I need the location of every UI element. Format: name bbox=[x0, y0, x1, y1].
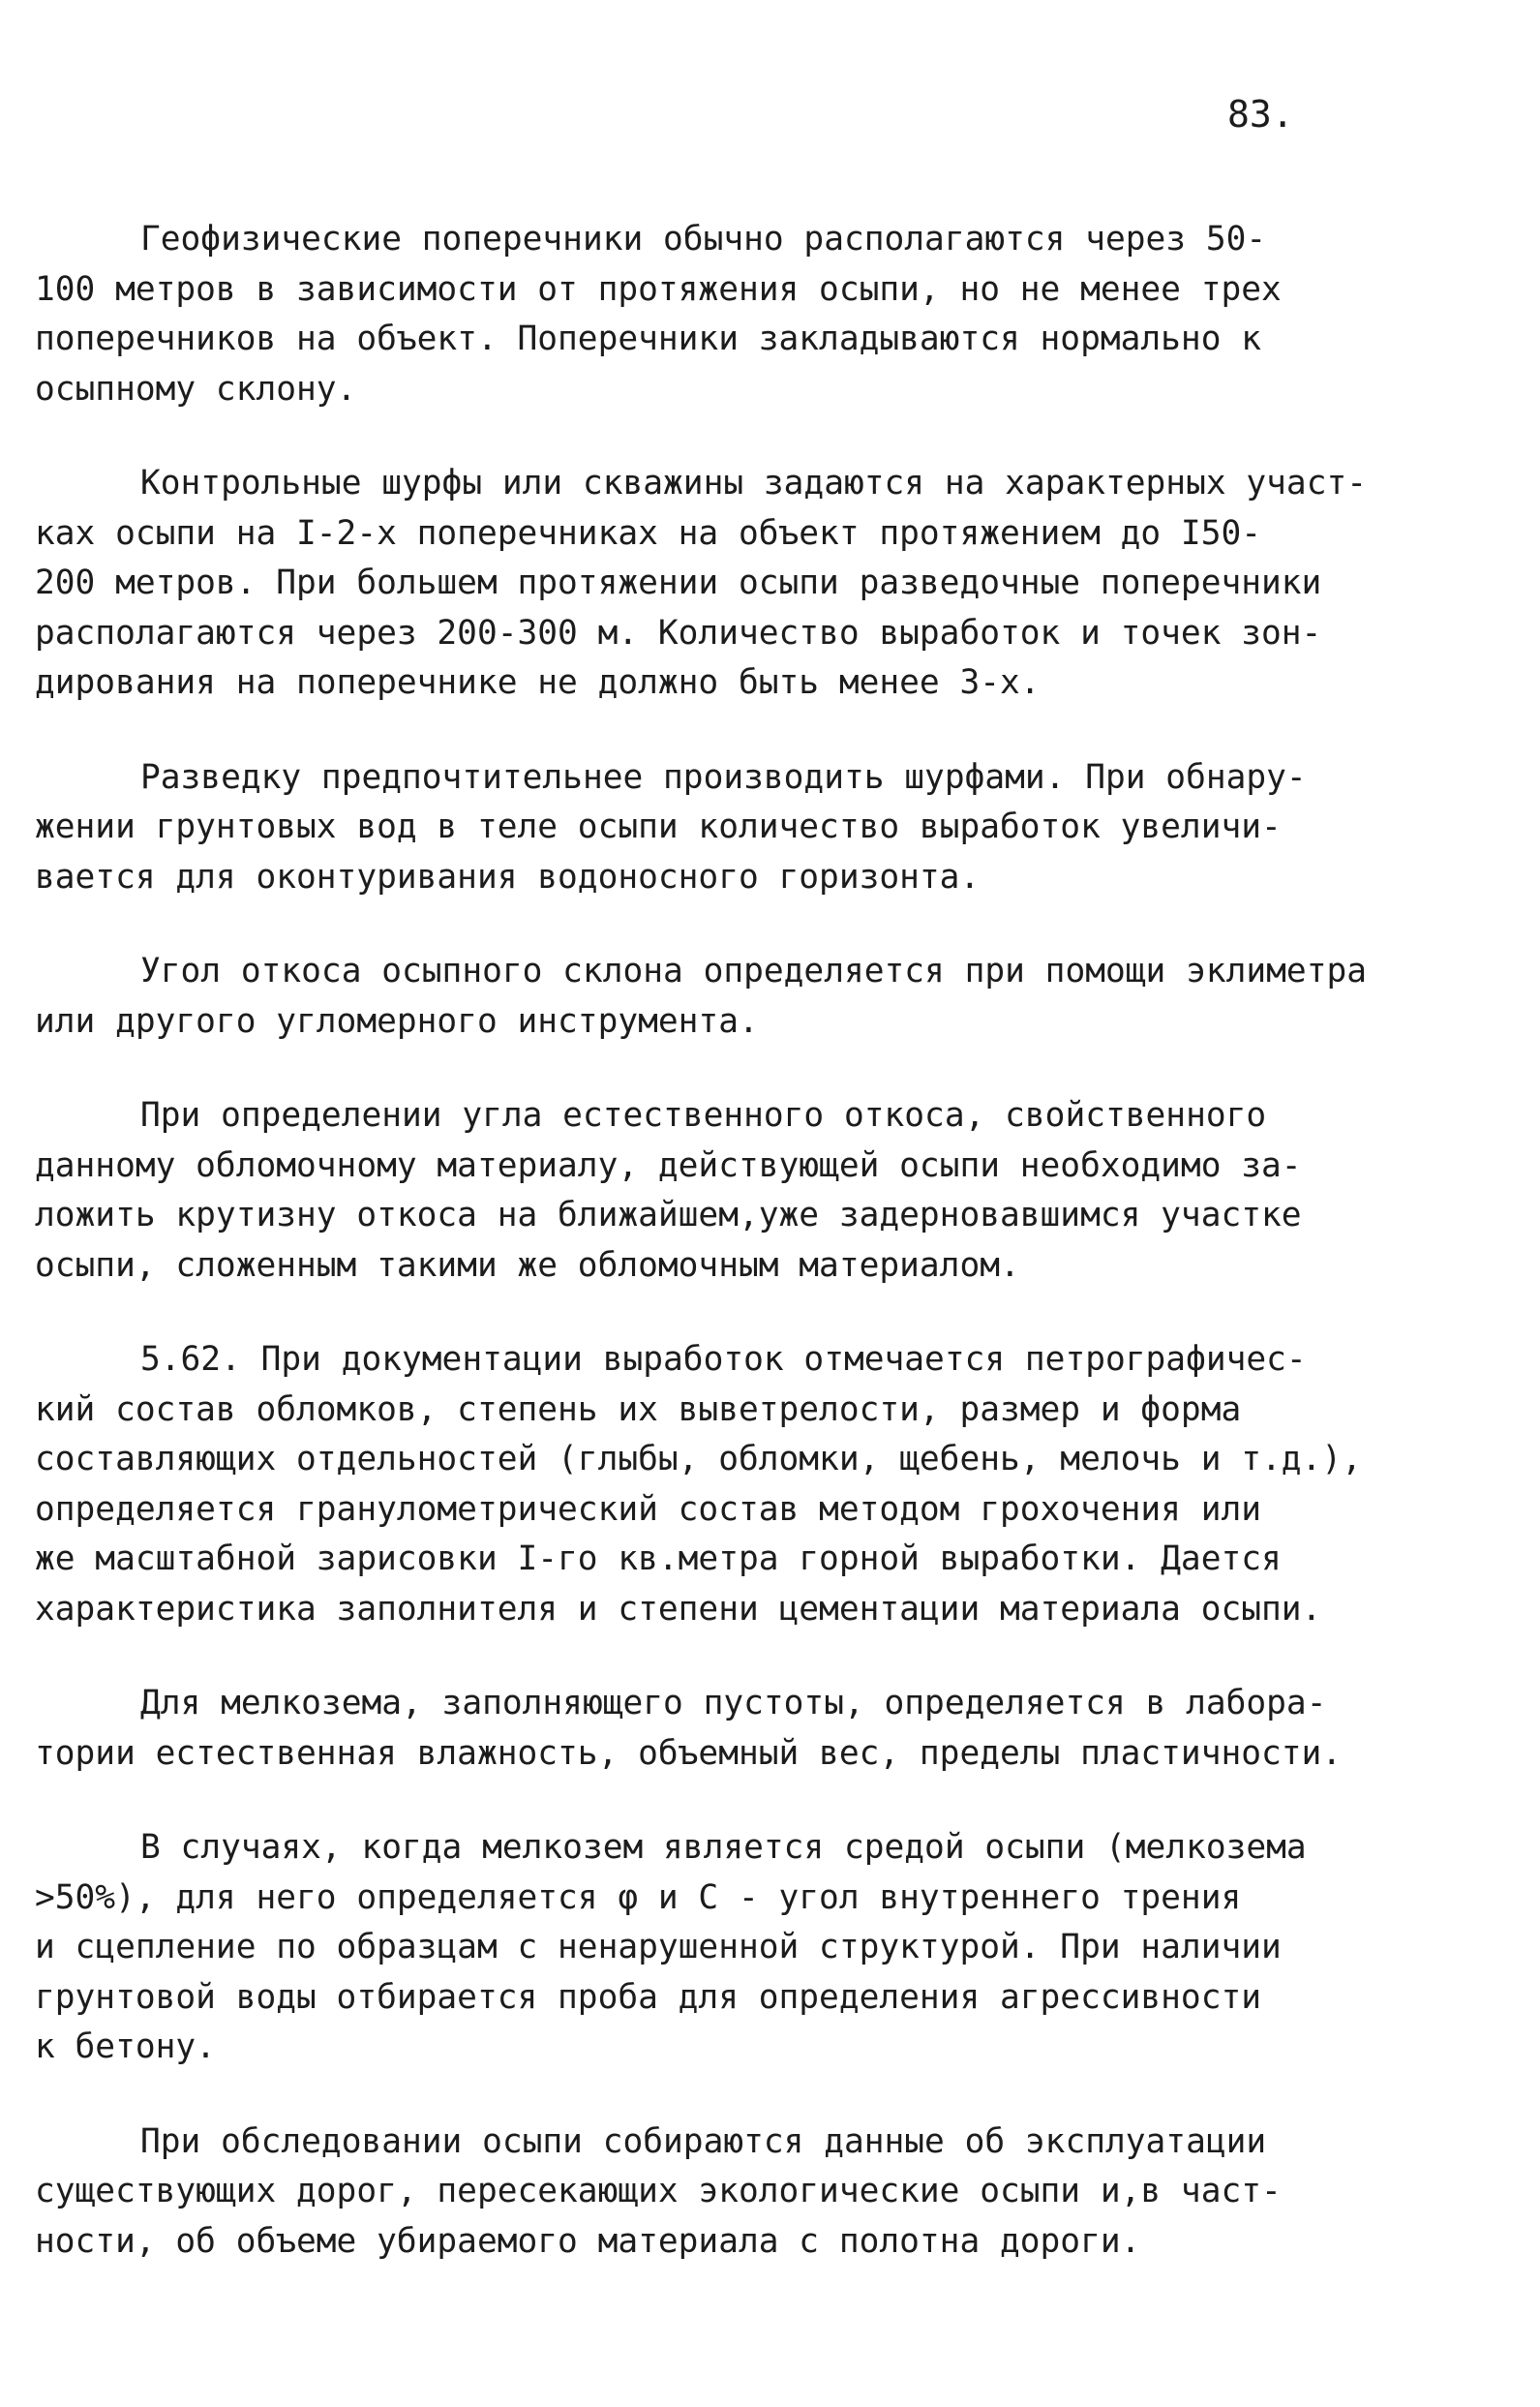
text-line: В случаях, когда мелкозем является средой осыпи (мелкозема bbox=[140, 1828, 1307, 1867]
text-line: существующих дорог, пересекающих экологические осыпи и,в част- bbox=[35, 2172, 1282, 2210]
page-number: 83. bbox=[1227, 93, 1294, 136]
paragraph-geophysical-cross-sections bbox=[35, 215, 1429, 414]
text-line: 100 метров в зависимости от протяжения осыпи, но не менее трех bbox=[35, 269, 1282, 309]
paragraph-5-62-documentation bbox=[35, 1335, 1429, 1634]
text-line: ках осыпи на I-2-х поперечниках на объект протяжением до I50- bbox=[35, 513, 1262, 553]
paragraph-natural-slope bbox=[35, 1091, 1429, 1291]
text-line: вается для оконтуривания водоносного горизонта. bbox=[35, 857, 981, 897]
text-line: Для мелкозема, заполняющего пустоты, определяется в лабора- bbox=[140, 1684, 1327, 1722]
text-line: поперечников на объект. Поперечники закладываются нормально к bbox=[35, 320, 1262, 358]
text-line: ности, об объеме убираемого материала с полотна дороги. bbox=[35, 2221, 1141, 2261]
text-line: Разведку предпочтительнее производить шурфами. При обнару- bbox=[140, 757, 1307, 797]
paragraph-fine-soil-lab bbox=[35, 1679, 1429, 1779]
text-line: и сцепление по образцам с ненарушенной структурой. При наличии bbox=[35, 1928, 1282, 1966]
text-line: тории естественная влажность, объемный вес, пределы пластичности. bbox=[35, 1733, 1343, 1773]
text-line: Геофизические поперечники обычно располагаются через 50- bbox=[140, 220, 1267, 259]
text-line: ложить крутизну откоса на ближайшем,уже задерновавшимся участке bbox=[35, 1196, 1302, 1234]
text-line: Контрольные шурфы или скважины задаются на характерных участ- bbox=[140, 464, 1368, 503]
text-line: кий состав обломков, степень их выветрелости, размер и форма bbox=[35, 1389, 1242, 1429]
text-line: осыпи, сложенным такими же обломочным материалом. bbox=[35, 1245, 1020, 1285]
text-line: характеристика заполнителя и степени цементации материала осыпи. bbox=[35, 1589, 1322, 1629]
text-line: располагаются через 200-300 м. Количество выработок и точек зон- bbox=[35, 613, 1322, 653]
document-body bbox=[35, 215, 1429, 2311]
paragraph-control-pits bbox=[35, 459, 1429, 709]
text-line: 200 метров. При большем протяжении осыпи разведочные поперечники bbox=[35, 564, 1322, 602]
text-line: к бетону. bbox=[35, 2027, 216, 2066]
text-line: дирования на поперечнике не должно быть менее 3-х. bbox=[35, 663, 1041, 702]
text-line: При определении угла естественного откоса, свойственного bbox=[140, 1096, 1267, 1135]
text-line: же масштабной зарисовки I-го кв.метра горной выработки. Дается bbox=[35, 1539, 1282, 1578]
text-line: >50%), для него определяется φ и С - угол внутреннего трения bbox=[35, 1877, 1242, 1917]
text-line: грунтовой воды отбирается проба для определения агрессивности bbox=[35, 1977, 1262, 2017]
text-line: При обследовании осыпи собираются данные об эксплуатации bbox=[140, 2121, 1267, 2161]
text-line: Угол откоса осыпного склона определяется при помощи эклиметра bbox=[140, 952, 1368, 990]
text-line: осыпному склону. bbox=[35, 369, 357, 409]
text-line: или другого угломерного инструмента. bbox=[35, 1001, 759, 1041]
text-line: составляющих отдельностей (глыбы, обломки, щебень, мелочь и т.д.), bbox=[35, 1440, 1362, 1478]
text-line: определяется гранулометрический состав методом грохочения или bbox=[35, 1489, 1262, 1529]
paragraph-exploration-pits bbox=[35, 753, 1429, 903]
paragraph-fine-soil-medium bbox=[35, 1823, 1429, 2073]
paragraph-road-survey bbox=[35, 2118, 1429, 2268]
paragraph-slope-angle bbox=[35, 947, 1429, 1047]
text-line: 5.62. При документации выработок отмечается петрографичес- bbox=[140, 1340, 1307, 1379]
text-line: жении грунтовых вод в теле осыпи количество выработок увеличи- bbox=[35, 807, 1282, 846]
text-line: данному обломочному материалу, действующей осыпи необходимо за- bbox=[35, 1145, 1302, 1185]
